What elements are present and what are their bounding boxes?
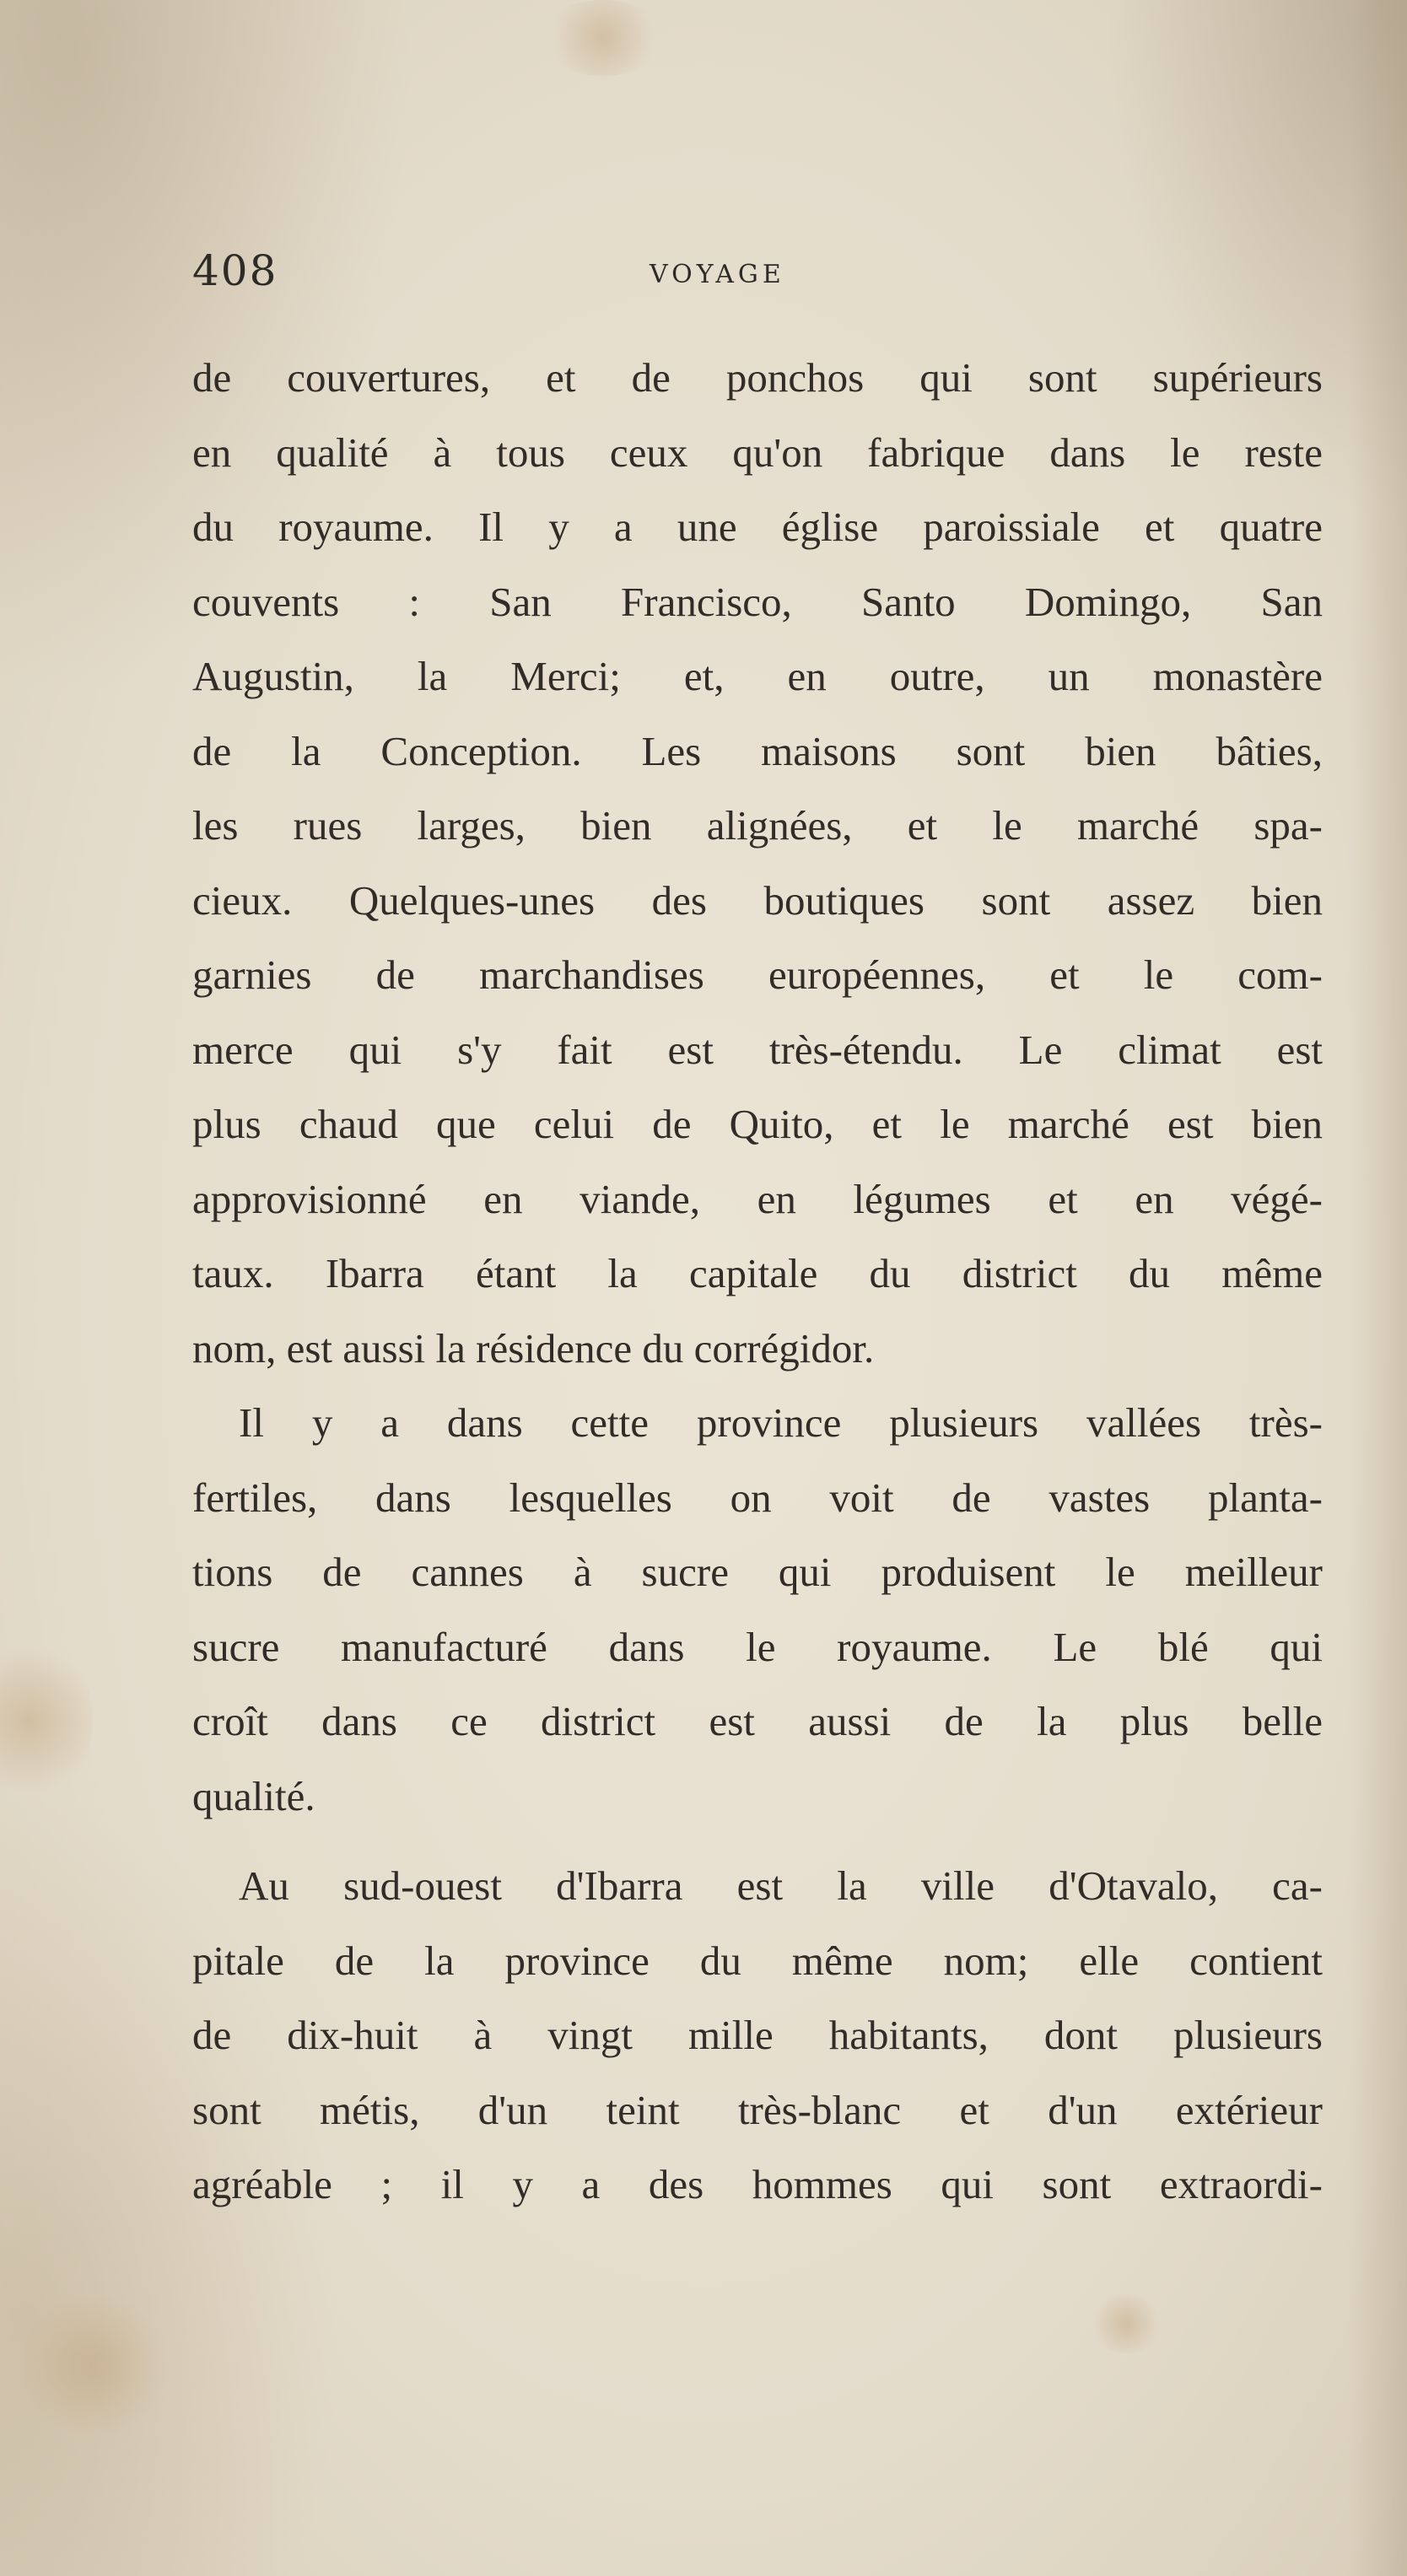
text-line: merce qui s'y fait est très-étendu. Le climat est — [192, 1026, 1323, 1073]
text-line: sont métis, d'un teint très-blanc et d'un extérieur — [192, 2086, 1323, 2133]
text-line: agréable ; il y a des hommes qui sont extraordi- — [192, 2161, 1323, 2207]
text-line: plus chaud que celui de Quito, et le marché est bien — [192, 1101, 1323, 1147]
paragraph-start-line: Au sud-ouest d'Ibarra est la ville d'Otavalo, ca- — [239, 1862, 1323, 1909]
page-number: 408 — [192, 246, 278, 295]
text-line: du royaume. Il y a une église paroissiale et quatre — [192, 504, 1323, 550]
page-header — [192, 246, 1323, 322]
text-line: en qualité à tous ceux qu'on fabrique dans le reste — [192, 428, 1323, 476]
text-line: les rues larges, bien alignées, et le marché spa- — [192, 802, 1323, 849]
running-head: VOYAGE — [650, 260, 785, 289]
text-line: de dix-huit à vingt mille habitants, dont plusieurs — [192, 2012, 1323, 2058]
text-line: tions de cannes à sucre qui produisent le meilleur — [192, 1549, 1323, 1595]
page-edge-shadow — [1348, 0, 1407, 2576]
body-text — [192, 341, 1323, 2223]
paragraph-start-line: Il y a dans cette province plusieurs vallées très- — [239, 1399, 1323, 1446]
text-line: Augustin, la Merci; et, en outre, un monastère — [192, 653, 1323, 699]
text-line: couvents : San Francisco, Santo Domingo, San — [192, 578, 1323, 625]
paper-stain — [0, 1636, 93, 1805]
text-line: qualité. — [192, 1772, 315, 1819]
paper-stain — [1088, 2294, 1164, 2353]
text-line: de la Conception. Les maisons sont bien bâties, — [192, 727, 1323, 774]
text-line: croît dans ce district est aussi de la plus belle — [192, 1698, 1323, 1744]
text-line: nom, est aussi la résidence du corrégidor. — [192, 1324, 875, 1372]
text-line: sucre manufacturé dans le royaume. Le blé qui — [192, 1623, 1323, 1670]
text-line: taux. Ibarra étant la capitale du district du même — [192, 1250, 1323, 1296]
text-line: pitale de la province du même nom; elle contient — [192, 1937, 1323, 1984]
paper-stain — [540, 0, 666, 76]
text-line: fertiles, dans lesquelles on voit de vastes planta- — [192, 1474, 1323, 1521]
text-line: cieux. Quelques-unes des boutiques sont assez bien — [192, 876, 1323, 924]
text-line: approvisionné en viande, en légumes et en végé- — [192, 1175, 1323, 1222]
paper-stain — [17, 2294, 169, 2438]
text-line: de couvertures, et de ponchos qui sont supérieurs — [192, 354, 1323, 401]
text-line: garnies de marchandises européennes, et le com- — [192, 951, 1323, 998]
